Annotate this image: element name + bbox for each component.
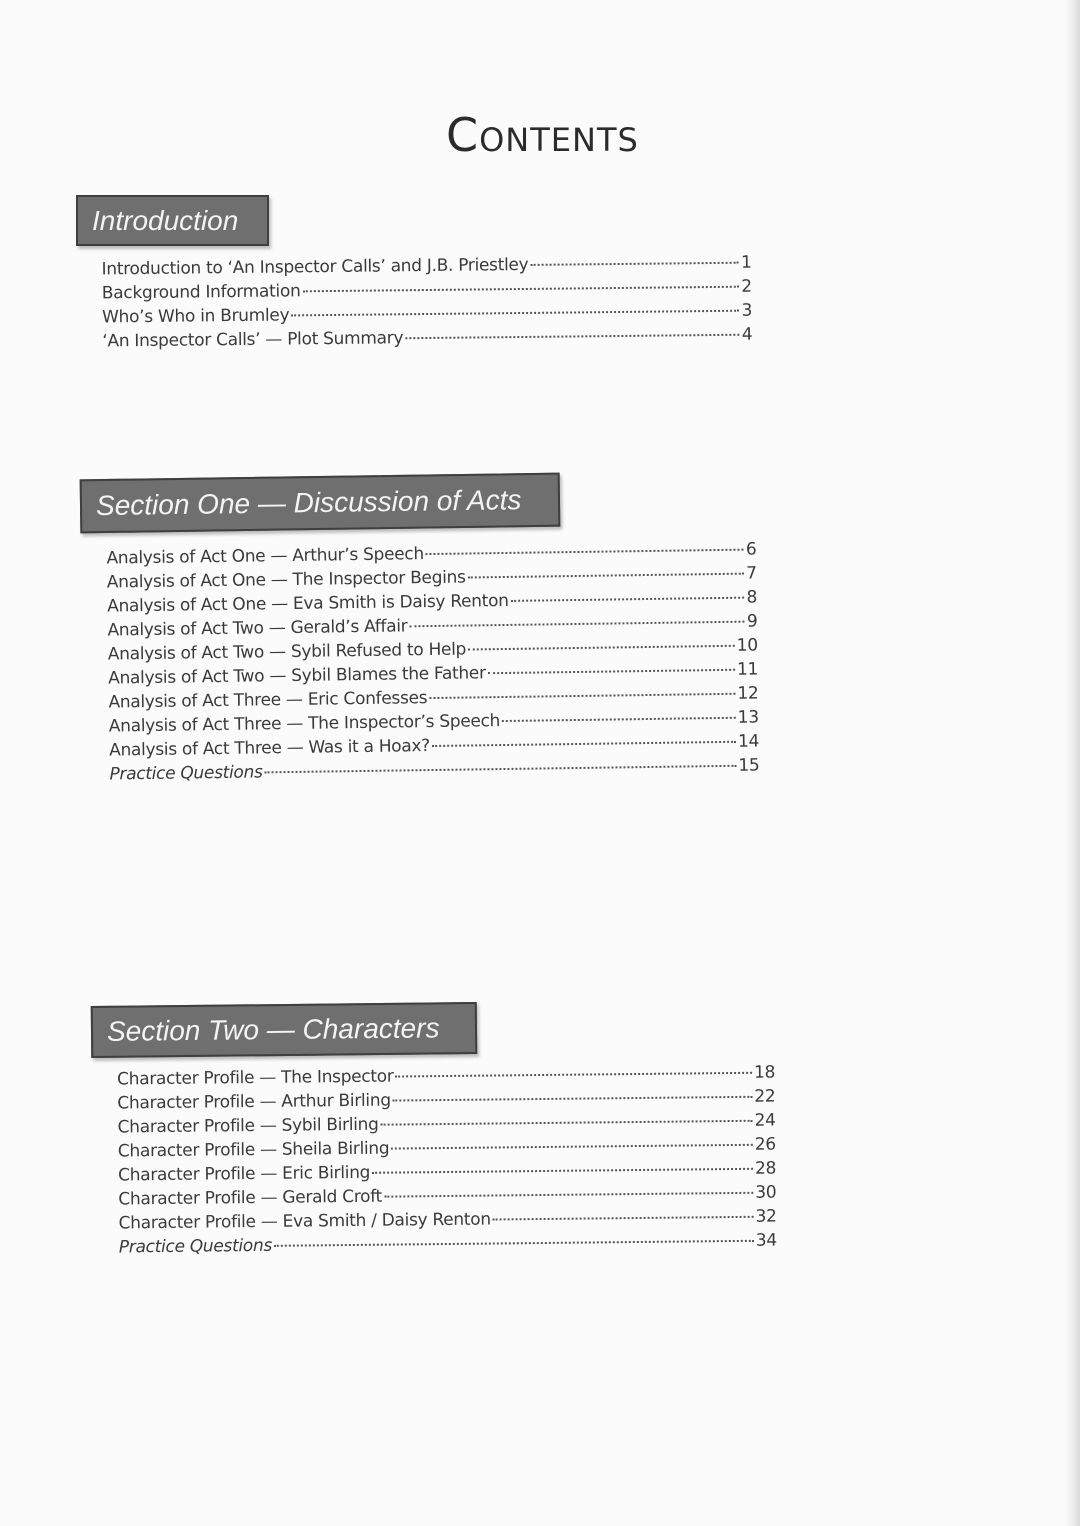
- entry-page: 26: [754, 1134, 776, 1155]
- leader-dots: [493, 1216, 754, 1221]
- entry-page: 4: [741, 324, 753, 345]
- entry-label: Who’s Who in Brumley: [102, 305, 290, 328]
- entry-page: 30: [755, 1182, 777, 1203]
- entry-page: 18: [753, 1062, 776, 1083]
- entry-page: 7: [746, 563, 757, 584]
- leader-dots: [396, 1072, 753, 1078]
- leader-dots: [302, 286, 739, 293]
- entry-page: 32: [755, 1206, 777, 1227]
- entry-label: Analysis of Act Three — Eric Confesses: [108, 688, 428, 713]
- entry-label: Analysis of Act Two — Sybil Blames the Father: [108, 663, 486, 689]
- entry-label: Introduction to ‘An Inspector Calls’ and J.B. Priestley: [101, 254, 529, 280]
- entry-label: Analysis of Act One — The Inspector Begins: [106, 567, 466, 593]
- leader-dots: [393, 1096, 753, 1102]
- section-heading-discussion-of-acts: Section One — Discussion of Acts: [80, 473, 561, 534]
- leader-dots: [384, 1192, 753, 1198]
- leader-dots: [426, 549, 744, 555]
- leader-dots: [291, 310, 739, 317]
- leader-dots: [488, 669, 735, 674]
- entry-page: 10: [736, 635, 758, 656]
- entry-label: Analysis of Act Two — Sybil Refused to Help: [107, 639, 467, 665]
- entry-label: Analysis of Act Three — Was it a Hoax?: [109, 736, 431, 761]
- entry-page: 24: [754, 1110, 776, 1131]
- leader-dots: [429, 693, 735, 699]
- entry-label: Character Profile — The Inspector: [117, 1066, 394, 1090]
- entry-label: Practice Questions: [109, 762, 263, 785]
- entry-page: 22: [754, 1086, 776, 1107]
- section-heading-characters: Section Two — Characters: [91, 1002, 478, 1058]
- entry-page: 6: [745, 539, 757, 560]
- leader-dots: [530, 262, 739, 266]
- page-edge-shadow: [1064, 0, 1080, 1526]
- entry-label: Analysis of Act One — Eva Smith is Daisy Renton: [107, 590, 509, 617]
- entry-label: Character Profile — Arthur Birling: [117, 1090, 391, 1114]
- entry-label: Character Profile — Gerald Croft: [118, 1186, 383, 1210]
- entry-label: Analysis of Act Two — Gerald’s Affair: [107, 616, 408, 641]
- leader-dots: [372, 1168, 753, 1174]
- leader-dots: [391, 1144, 752, 1150]
- entry-label: Character Profile — Eva Smith / Daisy Renton: [118, 1209, 491, 1234]
- entry-page: 13: [737, 707, 759, 728]
- entry-page: 14: [737, 731, 760, 752]
- section-heading-introduction: Introduction: [76, 195, 269, 246]
- entry-page: 12: [737, 683, 759, 704]
- entry-page: 28: [754, 1158, 777, 1179]
- entry-label: Character Profile — Sheila Birling: [117, 1138, 390, 1162]
- toc-section-two: [117, 1063, 777, 1262]
- entry-page: 15: [738, 755, 760, 776]
- leader-dots: [468, 645, 735, 651]
- entry-label: Character Profile — Sybil Birling: [117, 1114, 379, 1138]
- leader-dots: [274, 1240, 754, 1247]
- entry-page: 11: [736, 659, 759, 680]
- entry-page: 9: [746, 611, 758, 632]
- leader-dots: [511, 597, 745, 602]
- entry-label: Analysis of Act One — Arthur’s Speech: [106, 544, 425, 569]
- toc-section-one: [106, 539, 759, 788]
- page-title: Contents: [446, 108, 639, 162]
- entry-label: ‘An Inspector Calls’ — Plot Summary: [102, 328, 404, 352]
- entry-page: 34: [755, 1230, 777, 1251]
- entry-label: Background Information: [101, 281, 301, 304]
- entry-page: 1: [740, 252, 752, 273]
- leader-dots: [432, 741, 736, 747]
- leader-dots: [409, 621, 745, 628]
- entry-label: Analysis of Act Three — The Inspector’s Speech: [108, 711, 501, 737]
- entry-page: 3: [741, 300, 753, 321]
- leader-dots: [381, 1120, 753, 1126]
- leader-dots: [265, 765, 737, 774]
- entry-label: Practice Questions: [118, 1235, 273, 1258]
- toc-introduction: [102, 253, 753, 356]
- entry-page: 8: [746, 587, 758, 608]
- leader-dots: [405, 334, 740, 340]
- leader-dots: [502, 717, 736, 722]
- entry-page: 2: [741, 276, 752, 297]
- entry-label: Character Profile — Eric Birling: [118, 1162, 371, 1186]
- leader-dots: [468, 573, 745, 579]
